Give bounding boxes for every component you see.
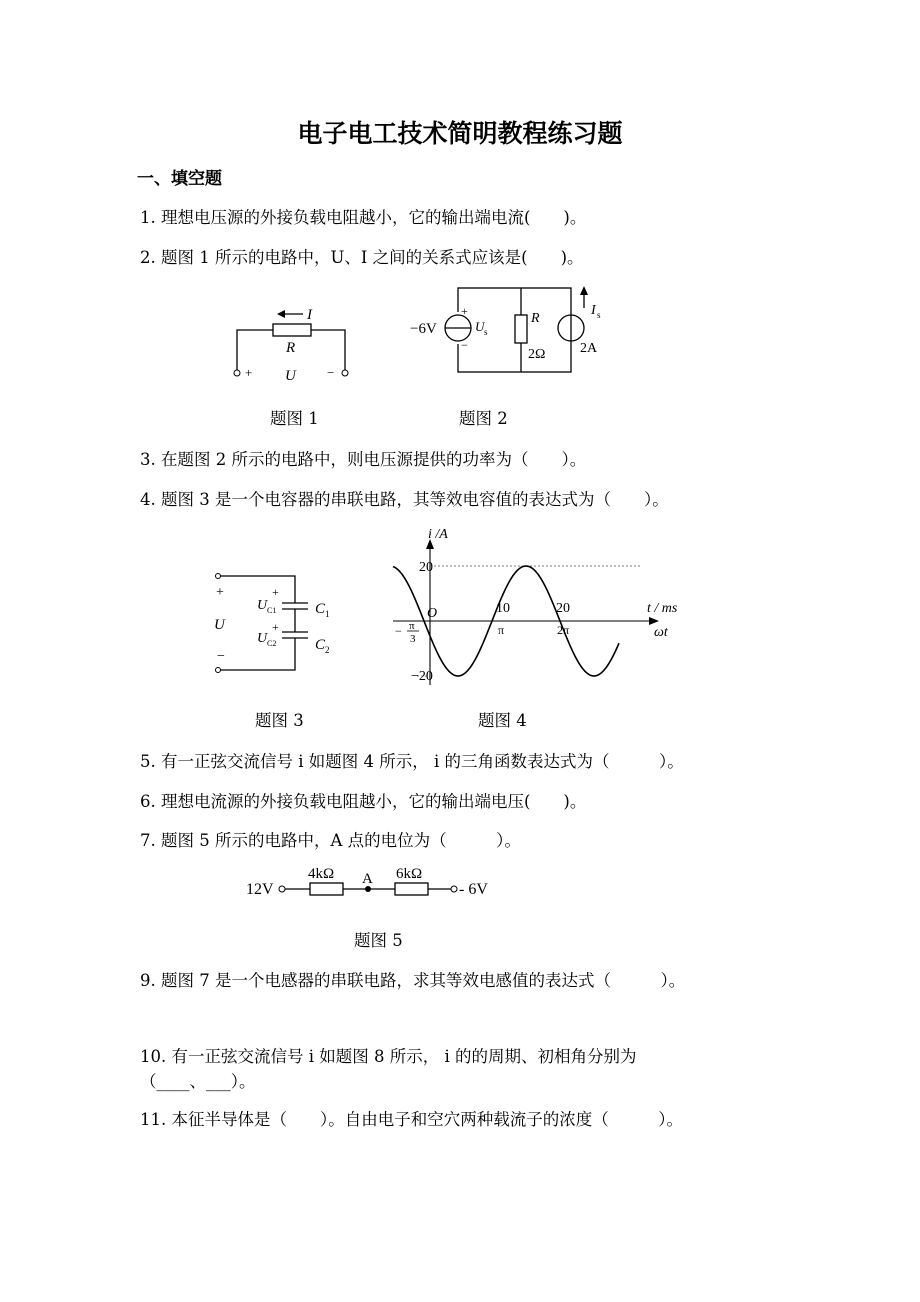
figure-1-circuit xyxy=(225,300,365,385)
label-uc2-sub: C2 xyxy=(267,639,277,648)
neg-pi3-numerator: π xyxy=(409,620,415,632)
x-tick-10: 10 xyxy=(496,601,510,616)
neg-pi3-denominator: 3 xyxy=(410,633,416,645)
y-tick-neg20: −20 xyxy=(411,669,433,684)
label-plus: + xyxy=(461,304,468,318)
x-tick-pi: π xyxy=(498,623,505,637)
terminal-top xyxy=(216,574,221,579)
label-r1: 4kΩ xyxy=(308,866,335,882)
label-c2-sub: 2 xyxy=(325,645,330,655)
figure-5-caption: 题图 5 xyxy=(354,931,403,950)
y-axis-label: i /A xyxy=(428,527,448,542)
figure-2-circuit xyxy=(408,282,623,377)
figure-5-circuit xyxy=(240,862,510,902)
question-4: 4. 题图 3 是一个电容器的串联电路，其等效电容值的表达式为（ ）。 xyxy=(140,490,669,509)
resistor-r xyxy=(273,324,311,336)
label-c1-sub: 1 xyxy=(325,609,330,619)
label-minus: − xyxy=(217,649,225,664)
figure-1-caption: 题图 1 xyxy=(270,409,319,428)
label-c2: C xyxy=(315,637,326,653)
label-uc2: U xyxy=(257,631,268,646)
terminal-left xyxy=(234,370,240,376)
label-is: I xyxy=(591,303,596,318)
terminal-bottom xyxy=(216,668,221,673)
question-11: 11. 本征半导体是（ ）。自由电子和空穴两种载流子的浓度（ ）。 xyxy=(140,1110,683,1129)
figure-3-circuit xyxy=(205,565,345,685)
label-node-a: A xyxy=(362,871,373,887)
terminal-right xyxy=(342,370,348,376)
x-tick-2pi: 2π xyxy=(557,623,570,637)
x-axis-arrow-icon xyxy=(649,617,659,625)
label-uc1-sub: C1 xyxy=(267,606,277,615)
label-us-sub: s xyxy=(484,327,488,337)
label-r: R xyxy=(531,311,540,326)
question-7: 7. 题图 5 所示的电路中，A 点的电位为（ ）。 xyxy=(140,831,521,850)
figure-4-caption: 题图 4 xyxy=(478,711,527,730)
figure-2-caption: 题图 2 xyxy=(459,409,508,428)
question-2: 2. 题图 1 所示的电路中，U、I 之间的关系式应该是( )。 xyxy=(140,248,584,267)
x-tick-20: 20 xyxy=(556,601,570,616)
label-r2: 6kΩ xyxy=(396,866,423,882)
label-is-value: 2A xyxy=(580,341,598,356)
label-r: R xyxy=(286,340,296,356)
label-left-voltage: 12V xyxy=(246,881,274,898)
resistor-4k xyxy=(310,883,343,895)
label-plus: + xyxy=(216,585,224,600)
question-5: 5. 有一正弦交流信号 i 如题图 4 所示， i 的三角函数表达式为（ ）。 xyxy=(140,752,684,771)
figure-3-caption: 题图 3 xyxy=(255,711,304,730)
label-c2-plus: + xyxy=(272,620,279,634)
y-tick-20: 20 xyxy=(419,560,433,575)
question-1: 1. 理想电压源的外接负载电阻越小，它的输出端电流( )。 xyxy=(140,208,587,227)
question-3: 3. 在题图 2 所示的电路中，则电压源提供的功率为（ ）。 xyxy=(140,450,587,469)
terminal-right xyxy=(451,886,457,892)
terminal-left xyxy=(279,886,285,892)
question-6: 6. 理想电流源的外接负载电阻越小，它的输出端电压( )。 xyxy=(140,792,587,811)
label-source-voltage: −6V xyxy=(410,321,437,337)
section-heading: 一、填空题 xyxy=(137,169,222,189)
label-us: U xyxy=(475,319,485,334)
current-arrow-icon xyxy=(277,310,285,318)
label-plus: + xyxy=(245,365,253,380)
label-right-voltage: - 6V xyxy=(459,881,488,898)
resistor-6k xyxy=(395,883,428,895)
label-u: U xyxy=(285,368,296,384)
label-c1-plus: + xyxy=(272,585,279,599)
origin-label: O xyxy=(427,606,438,621)
label-is-sub: s xyxy=(597,310,601,320)
question-9: 9. 题图 7 是一个电感器的串联电路，求其等效电感值的表达式（ ）。 xyxy=(140,971,686,990)
x-axis-label: t / ms xyxy=(647,601,678,616)
label-c1: C xyxy=(315,601,326,617)
label-i: I xyxy=(307,307,312,323)
label-u: U xyxy=(214,617,225,633)
label-uc1: U xyxy=(257,598,268,613)
question-10-line2: （____、___）。 xyxy=(140,1072,256,1091)
source-arrow-icon xyxy=(580,286,588,295)
label-r-value: 2Ω xyxy=(528,347,546,362)
neg-sign: − xyxy=(395,624,402,638)
label-minus: − xyxy=(327,365,335,380)
figure-4-waveform xyxy=(388,520,688,690)
label-minus: − xyxy=(461,338,468,352)
x-axis-label-omega: ωt xyxy=(654,625,668,640)
question-10-line1: 10. 有一正弦交流信号 i 如题图 8 所示， i 的的周期、初相角分别为 xyxy=(140,1047,637,1066)
page-title: 电子电工技术简明教程练习题 xyxy=(297,119,623,148)
